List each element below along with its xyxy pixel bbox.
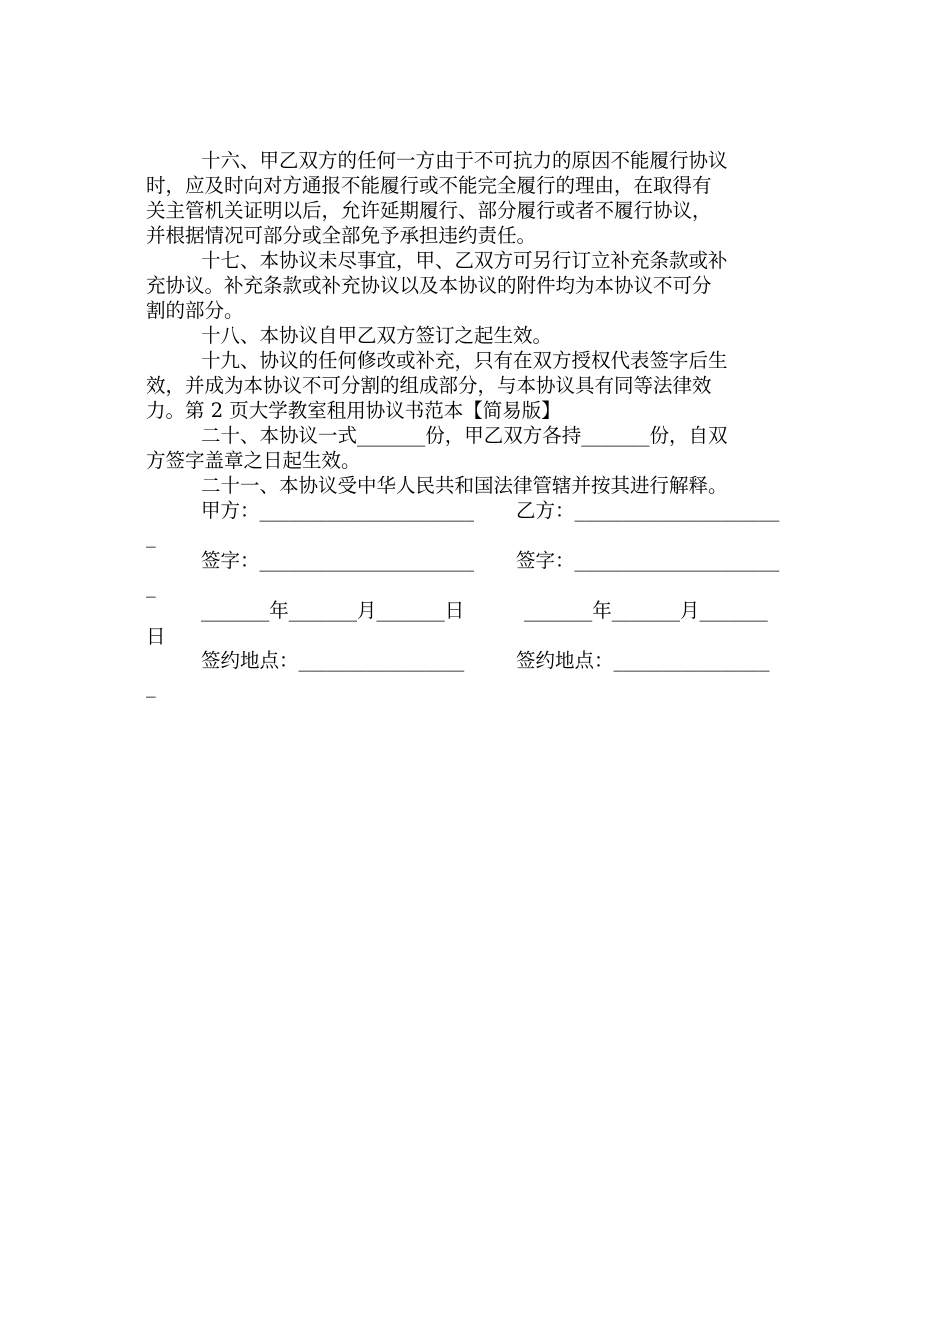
- sign-b-field: 签字：_____________________: [516, 549, 780, 572]
- place-row: [146, 648, 808, 674]
- clause-17-line: 十七、本协议未尽事宜，甲、乙双方可另行订立补充条款或补: [201, 249, 728, 272]
- clause-16-line: 时，应及时向对方通报不能履行或不能完全履行的理由，在取得有: [146, 174, 712, 197]
- line-tail: 日: [146, 625, 166, 648]
- clause-20-line: 方签字盖章之日起生效。: [146, 449, 361, 472]
- clause-16: [146, 148, 808, 248]
- sign-a-field: 签字：______________________: [201, 549, 475, 572]
- line-tail: _: [146, 675, 156, 698]
- place-a-field: 签约地点：_________________: [201, 649, 465, 672]
- clause-19-line: 十九、协议的任何修改或补充，只有在双方授权代表签字后生: [201, 349, 728, 372]
- clause-20: [146, 423, 808, 473]
- clause-19-line: 力。第 2 页大学教室租用协议书范本【简易版】: [146, 399, 561, 422]
- clause-16-line: 并根据情况可部分或全部免予承担违约责任。: [146, 224, 537, 247]
- clause-18: [146, 323, 808, 348]
- party-b-field: 乙方：_____________________: [516, 499, 780, 522]
- party-a-field: 甲方：______________________: [201, 499, 475, 522]
- clause-19: [146, 348, 808, 423]
- clause-17: [146, 248, 808, 323]
- sign-row: [146, 548, 808, 574]
- clause-20-line: 二十、本协议一式_______份，甲乙双方各持_______份，自双: [201, 424, 728, 447]
- line-tail: _: [146, 575, 156, 598]
- clause-16-line: 十六、甲乙双方的任何一方由于不可抗力的原因不能履行协议: [201, 149, 728, 172]
- clause-16-line: 关主管机关证明以后，允许延期履行、部分履行或者不履行协议，: [146, 199, 712, 222]
- date-a-field: _______年_______月_______日: [201, 599, 465, 622]
- clause-19-line: 效，并成为本协议不可分割的组成部分，与本协议具有同等法律效: [146, 374, 712, 397]
- line-tail: _: [146, 525, 156, 548]
- clause-17-line: 割的部分。: [146, 299, 244, 322]
- clause-21-line: 二十一、本协议受中华人民共和国法律管辖并按其进行解释。: [201, 474, 728, 497]
- document-body: [146, 148, 808, 698]
- date-b-field: _______年_______月_______: [524, 599, 768, 622]
- clause-17-line: 充协议。补充条款或补充协议以及本协议的附件均为本协议不可分: [146, 274, 712, 297]
- clause-21: [146, 473, 808, 498]
- date-row: [146, 598, 808, 624]
- clause-18-line: 十八、本协议自甲乙双方签订之起生效。: [201, 324, 553, 347]
- party-row: [146, 498, 808, 524]
- place-b-field: 签约地点：________________: [516, 649, 770, 672]
